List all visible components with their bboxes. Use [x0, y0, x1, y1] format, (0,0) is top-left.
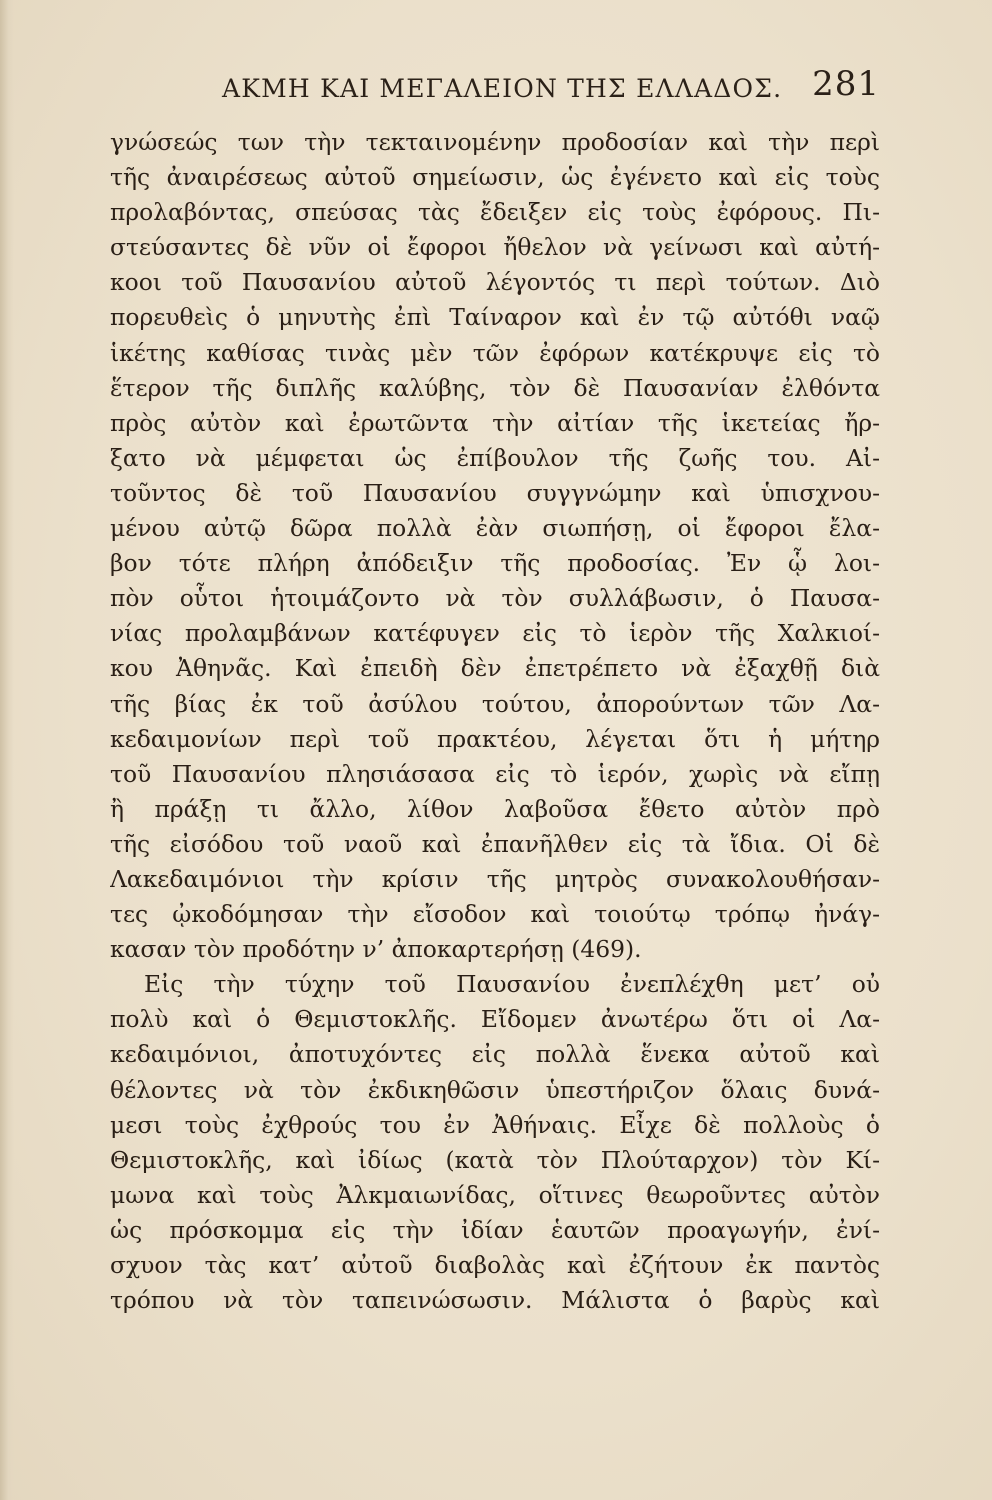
text-line: σχυον τὰς κατ’ αὐτοῦ διαβολὰς καὶ ἐζήτουν ἐκ παντὸς: [110, 1251, 880, 1279]
text-line: μεσι τοὺς ἐχθρούς του ἐν Ἀθήναις. Εἶχε δὲ πολλοὺς ὁ: [110, 1110, 880, 1139]
text-line: τῆς εἰσόδου τοῦ ναοῦ καὶ ἐπανῆλθεν εἰς τὰ ἴδια. Οἱ δὲ: [110, 829, 880, 858]
paragraph-end-line: κασαν τὸν προδότην ν’ ἀποκαρτερήσῃ (469).: [110, 935, 642, 964]
text-line: ἱκέτης καθίσας τινὰς μὲν τῶν ἐφόρων κατέκρυψε εἰς τὸ: [110, 338, 880, 367]
text-line: ἕτερον τῆς διπλῆς καλύβης, τὸν δὲ Παυσανίαν ἐλθόντα: [110, 373, 880, 402]
text-line: προλαβόντας, σπεύσας τὰς ἔδειξεν εἰς τοὺς ἐφόρους. Πι-: [110, 198, 880, 227]
page-number: 281: [812, 64, 880, 104]
text-line: βον τότε πλήρη ἀπόδειξιν τῆς προδοσίας. Ἐν ᾧ λοι-: [110, 549, 880, 578]
text-line: ξατο νὰ μέμφεται ὡς ἐπίβουλον τῆς ζωῆς του. Αἰ-: [110, 443, 880, 472]
text-line: τοῦ Παυσανίου πλησιάσασα εἰς τὸ ἱερόν, χωρὶς νὰ εἴπῃ: [110, 759, 880, 788]
text-line: τῆς βίας ἐκ τοῦ ἀσύλου τούτου, ἀπορούντων τῶν Λα-: [110, 689, 880, 718]
text-line: πρὸς αὐτὸν καὶ ἐρωτῶντα τὴν αἰτίαν τῆς ἱκετείας ἤρ-: [110, 408, 880, 437]
page-header: [110, 62, 880, 112]
text-line: τῆς ἀναιρέσεως αὐτοῦ σημείωσιν, ὡς ἐγένετο καὶ εἰς τοὺς: [110, 163, 880, 192]
running-title: ΑΚΜΗ ΚΑΙ ΜΕΓΑΛΕΙΟΝ ΤΗΣ ΕΛΛΑΔΟΣ.: [222, 74, 783, 103]
text-line: στεύσαντες δὲ νῦν οἱ ἔφοροι ἤθελον νὰ γείνωσι καὶ αὐτή-: [110, 233, 880, 262]
paragraph-start-line: Εἰς τὴν τύχην τοῦ Παυσανίου ἐνεπλέχθη μετ’ οὐ: [144, 970, 880, 999]
body-text: [110, 125, 880, 1318]
text-line: τες ᾠκοδόμησαν τὴν εἴσοδον καὶ τοιούτῳ τρόπῳ ἠνάγ-: [110, 900, 880, 929]
text-line: πορευθεὶς ὁ μηνυτὴς ἐπὶ Ταίναρον καὶ ἐν τῷ αὐτόθι ναῷ: [110, 303, 880, 332]
text-line: κοοι τοῦ Παυσανίου αὐτοῦ λέγοντός τι περὶ τούτων. Διὸ: [110, 268, 880, 297]
text-line: κεδαιμόνιοι, ἀποτυχόντες εἰς πολλὰ ἕνεκα αὐτοῦ καὶ: [110, 1040, 880, 1069]
text-line: ὡς πρόσκομμα εἰς τὴν ἰδίαν ἑαυτῶν προαγωγήν, ἐνί-: [110, 1215, 880, 1244]
text-line: πολὺ καὶ ὁ Θεμιστοκλῆς. Εἴδομεν ἀνωτέρω ὅτι οἱ Λα-: [110, 1005, 880, 1034]
text-line: κεδαιμονίων περὶ τοῦ πρακτέου, λέγεται ὅτι ἡ μήτηρ: [110, 724, 880, 753]
text-line: ἢ πράξῃ τι ἄλλο, λίθον λαβοῦσα ἔθετο αὐτὸν πρὸ: [110, 794, 880, 823]
text-line: κου Ἀθηνᾶς. Καὶ ἐπειδὴ δὲν ἐπετρέπετο νὰ ἐξαχθῇ διὰ: [110, 654, 880, 683]
text-line: Λακεδαιμόνιοι τὴν κρίσιν τῆς μητρὸς συνακολουθήσαν-: [110, 864, 880, 893]
text-line: μένου αὐτῷ δῶρα πολλὰ ἐὰν σιωπήσῃ, οἱ ἔφοροι ἔλα-: [110, 514, 880, 543]
text-line: πὸν οὗτοι ἡτοιμάζοντο νὰ τὸν συλλάβωσιν, ὁ Παυσα-: [110, 584, 880, 613]
text-line: γνώσεώς των τὴν τεκταινομένην προδοσίαν καὶ τὴν περὶ: [110, 128, 880, 156]
text-line: θέλοντες νὰ τὸν ἐκδικηθῶσιν ὑπεστήριζον ὅλαις δυνά-: [110, 1075, 880, 1104]
text-line: τοῦντος δὲ τοῦ Παυσανίου συγγνώμην καὶ ὑπισχνου-: [110, 478, 880, 507]
text-line: Θεμιστοκλῆς, καὶ ἰδίως (κατὰ τὸν Πλούταρχον) τὸν Κί-: [110, 1145, 880, 1174]
text-line: νίας προλαμβάνων κατέφυγεν εἰς τὸ ἱερὸν τῆς Χαλκιοί-: [110, 619, 880, 648]
text-line: μωνα καὶ τοὺς Ἀλκμαιωνίδας, οἵτινες θεωροῦντες αὐτὸν: [110, 1180, 880, 1209]
page-gutter-shadow: [0, 0, 14, 1500]
text-line: τρόπου νὰ τὸν ταπεινώσωσιν. Μάλιστα ὁ βαρὺς καὶ: [110, 1286, 880, 1315]
